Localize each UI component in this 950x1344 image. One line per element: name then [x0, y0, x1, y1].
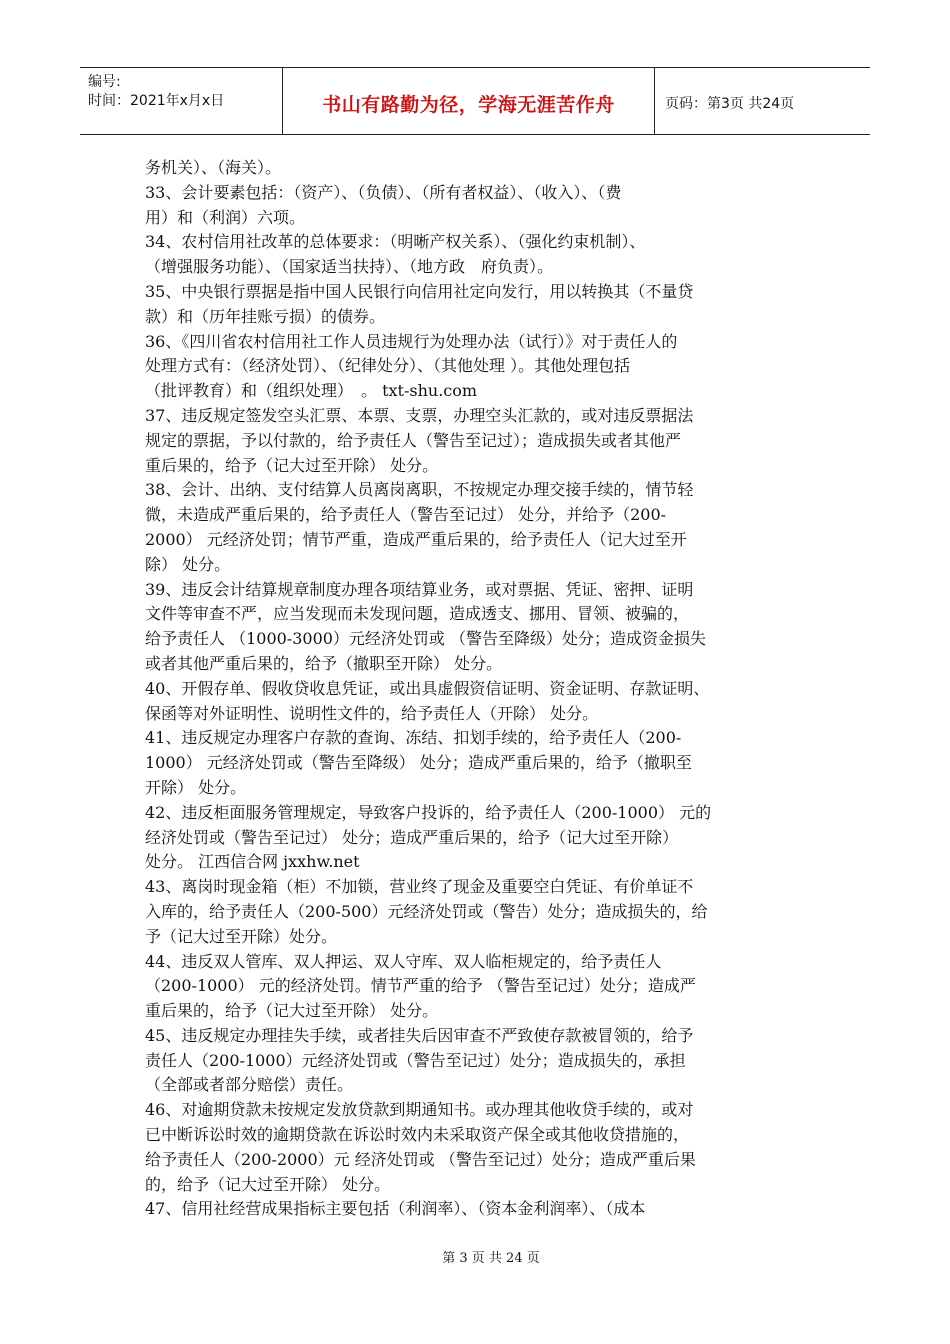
text-line: 给予责任人 （1000-3000）元经济处罚或 （警告至降级）处分；造成资金损失 — [145, 629, 707, 649]
text-line: 给予责任人（200-2000）元 经济处罚或 （警告至记过）处分；造成严重后果 — [145, 1149, 696, 1169]
text-line: 经济处罚或（警告至记过） 处分；造成严重后果的，给予（记大过至开除） — [145, 827, 679, 847]
text-line: 除） 处分。 — [145, 554, 231, 574]
text-line: 责任人（200-1000）元经济处罚或（警告至记过）处分；造成损失的，承担 — [145, 1050, 686, 1070]
text-line: 或者其他严重后果的，给予（撤职至开除） 处分。 — [145, 653, 503, 673]
text-line: 35、中央银行票据是指中国人民银行向信用社定向发行，用以转换其（不量贷 — [145, 281, 694, 301]
text-line: 微，未造成严重后果的，给予责任人（警告至记过） 处分，并给予（200- — [145, 505, 667, 525]
text-line: 处理方式有：（经济处罚）、（纪律处分）、（其他处理 ）。其他处理包括 — [145, 356, 631, 376]
text-line: （全部或者部分赔偿）责任。 — [145, 1075, 354, 1095]
text-line: 2000） 元经济处罚；情节严重，造成严重后果的，给予责任人（记大过至开 — [145, 529, 687, 549]
text-line: 重后果的，给予（记大过至开除） 处分。 — [145, 1001, 439, 1021]
document-body — [145, 156, 815, 1222]
text-line: 36、《四川省农村信用社工作人员违规行为处理办法（试行）》对于责任人的 — [145, 331, 678, 351]
text-line: 规定的票据，予以付款的，给予责任人（警告至记过）；造成损失或者其他严 — [145, 430, 682, 450]
text-line: 45、违反规定办理挂失手续，或者挂失后因审查不严致使存款被冒领的，给予 — [145, 1025, 694, 1045]
text-line: 文件等审查不严，应当发现而未发现问题，造成透支、挪用、冒领、被骗的， — [145, 604, 690, 624]
text-line: 47、信用社经营成果指标主要包括（利润率）、（资本金利润率）、（成本 — [145, 1199, 646, 1219]
text-line: （批评教育）和（组织处理） 。 txt-shu.com — [145, 381, 478, 401]
header-motto: 书山有路勤为径，学海无涯苦作舟 — [283, 68, 655, 134]
text-line: 38、会计、出纳、支付结算人员离岗离职，不按规定办理交接手续的，情节轻 — [145, 480, 694, 500]
page-header — [80, 67, 870, 135]
text-line: （增强服务功能）、（国家适当扶持）、（地方政 府负责）。 — [145, 257, 554, 277]
text-line: 41、违反规定办理客户存款的查询、冻结、扣划手续的，给予责任人（200- — [145, 728, 682, 748]
text-line: 入库的，给予责任人（200-500）元经济处罚或（警告）处分；造成损失的，给 — [145, 901, 708, 921]
text-line: 处分。 江西信合网 jxxhw.net — [145, 852, 360, 872]
text-line: 1000） 元经济处罚或（警告至降级） 处分；造成严重后果的，给予（撤职至 — [145, 753, 692, 773]
text-line: 37、违反规定签发空头汇票、本票、支票，办理空头汇款的，或对违反票据法 — [145, 405, 694, 425]
text-line: （200-1000） 元的经济处罚。情节严重的给予 （警告至记过）处分；造成严 — [145, 976, 696, 996]
page-footer: 第 3 页 共 24 页 — [442, 1251, 540, 1266]
text-line: 予（记大过至开除）处分。 — [145, 926, 338, 946]
text-line: 款）和（历年挂账亏损）的债券。 — [145, 306, 386, 326]
text-line: 开除） 处分。 — [145, 777, 247, 797]
text-line: 33、会计要素包括：（资产）、（负债）、（所有者权益）、（收入）、（费 — [145, 182, 622, 202]
text-line: 46、对逾期贷款未按规定发放贷款到期通知书。或办理其他收贷手续的，或对 — [145, 1100, 694, 1120]
text-line: 34、农村信用社改革的总体要求：（明晰产权关系）、（强化约束机制）、 — [145, 232, 646, 252]
text-line: 务机关）、（海关）。 — [145, 158, 282, 177]
text-line: 42、违反柜面服务管理规定，导致客户投诉的，给予责任人（200-1000） 元的 — [145, 802, 712, 822]
text-line: 保函等对外证明性、说明性文件的，给予责任人（开除） 处分。 — [145, 703, 599, 723]
text-line: 40、开假存单、假收贷收息凭证，或出具虚假资信证明、资金证明、存款证明、 — [145, 678, 710, 698]
text-line: 已中断诉讼时效的逾期贷款在诉讼时效内未采取资产保全或其他收贷措施的， — [145, 1125, 690, 1145]
text-line: 44、违反双人管库、双人押运、双人守库、双人临柜规定的，给予责任人 — [145, 951, 662, 971]
text-line: 重后果的，给予（记大过至开除） 处分。 — [145, 455, 439, 475]
header-meta — [80, 68, 283, 134]
text-line: 43、离岗时现金箱（柜）不加锁，营业终了现金及重要空白凭证、有价单证不 — [145, 877, 694, 897]
header-page-info: 页码：第3页 共24页 — [665, 96, 795, 112]
text-line: 的，给予（记大过至开除） 处分。 — [145, 1174, 391, 1194]
document-time-label: 时间：2021年x月x日 — [88, 93, 225, 109]
document-number-label: 编号: — [88, 74, 121, 90]
text-line: 用）和（利润）六项。 — [145, 207, 306, 227]
text-line: 39、违反会计结算规章制度办理各项结算业务，或对票据、凭证、密押、证明 — [145, 579, 694, 599]
